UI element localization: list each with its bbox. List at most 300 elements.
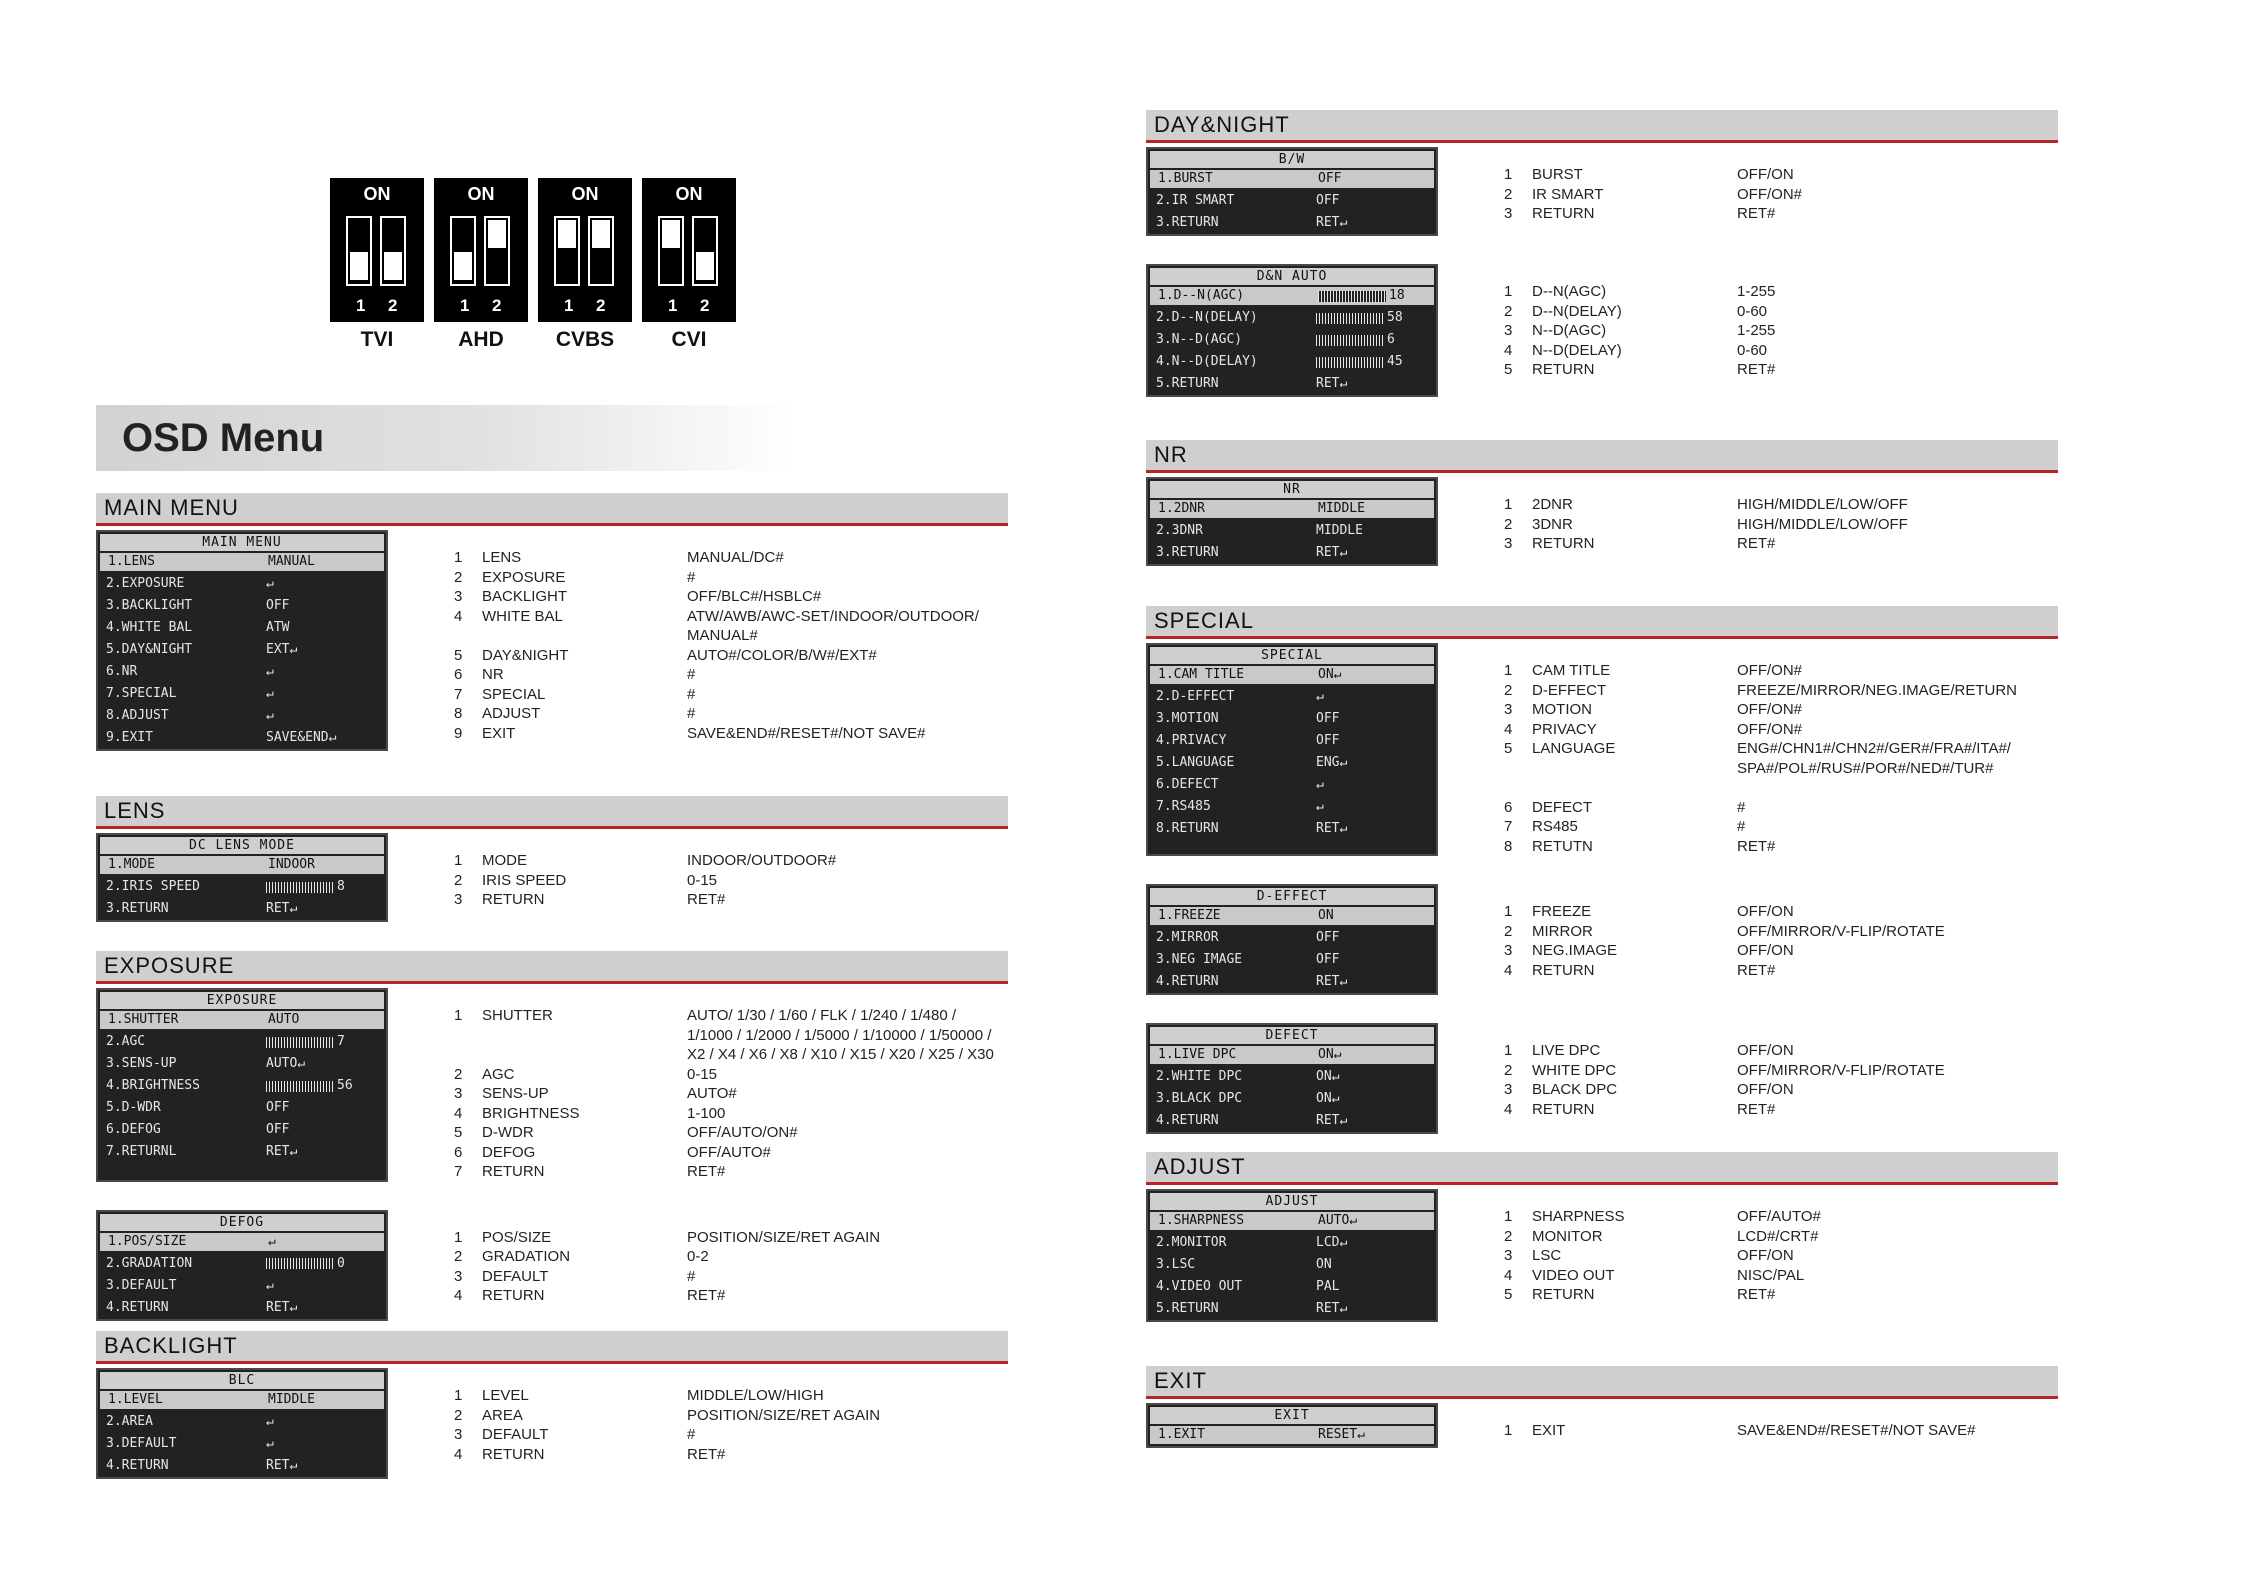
dip-switch-body — [642, 178, 736, 322]
section-heading: ADJUST — [1146, 1152, 2058, 1185]
description-options: FREEZE/MIRROR/NEG.IMAGE/RETURN — [1737, 681, 2018, 699]
description-number: 2 — [1504, 185, 1513, 203]
dip-number: 2 — [596, 296, 606, 315]
description-row — [1504, 759, 2072, 779]
option-description-table — [454, 1368, 1022, 1479]
description-row — [454, 1386, 1022, 1406]
section-main-menu — [96, 493, 1008, 751]
osd-item-value — [1316, 1232, 1436, 1254]
submenu-block — [1146, 643, 2058, 856]
description-options: # — [687, 666, 696, 683]
option-description-table — [1504, 477, 2072, 566]
option-description-table — [1504, 1189, 2072, 1322]
osd-item-label: 5.DAY&NIGHT — [106, 642, 193, 657]
osd-item-label: 4.RETURN — [106, 1299, 169, 1315]
description-number: 2 — [1504, 515, 1513, 533]
level-bar — [266, 1081, 334, 1092]
osd-item-value-text: OFF — [1316, 711, 1340, 726]
osd-panel-title: EXPOSURE — [100, 992, 384, 1009]
description-number: 4 — [454, 607, 463, 625]
description-options: HIGH/MIDDLE/LOW/OFF — [1737, 515, 1908, 533]
description-options: 1-100 — [687, 1104, 726, 1122]
osd-item-label: 2.IR SMART — [1156, 193, 1235, 208]
description-number: 2 — [1504, 1227, 1513, 1245]
description-row — [1504, 1246, 2072, 1266]
description-row — [454, 1045, 1022, 1065]
description-row — [454, 1286, 1022, 1306]
osd-menu-item — [98, 1119, 386, 1141]
osd-screen-panel — [1146, 1403, 1438, 1448]
osd-screen-panel — [1146, 1023, 1438, 1134]
osd-item-value — [266, 683, 386, 705]
description-item: DEFECT — [1532, 798, 1592, 816]
osd-item-value-text: 6 — [1387, 332, 1395, 347]
osd-item-value — [266, 639, 386, 661]
description-number: 2 — [454, 1248, 463, 1265]
osd-item-value — [266, 1253, 386, 1275]
description-row — [454, 704, 1022, 724]
description-number — [454, 1045, 482, 1065]
osd-item-label: 2.EXPOSURE — [106, 576, 185, 591]
osd-item-label: 4.VIDEO OUT — [1156, 1279, 1243, 1294]
osd-screen-panel — [1146, 147, 1438, 236]
osd-item-value-text: OFF — [266, 1100, 290, 1115]
osd-item-label: 3.BLACK DPC — [1156, 1091, 1243, 1106]
osd-item-value-text: OFF — [266, 598, 290, 613]
description-number: 3 — [454, 891, 463, 908]
osd-item-value — [266, 898, 386, 920]
description-number: 8 — [1504, 837, 1513, 855]
section-heading: DAY&NIGHT — [1146, 110, 2058, 143]
description-item: MODE — [482, 852, 527, 869]
dip-toggle-knob — [592, 220, 610, 248]
description-options: # — [1737, 818, 1746, 835]
osd-item-value-text: ON↵ — [1316, 1091, 1340, 1106]
osd-item-value-text: RESET↵ — [1318, 1427, 1365, 1442]
description-row — [454, 1425, 1022, 1445]
description-number: 2 — [1504, 1061, 1513, 1079]
description-item: D--N(AGC) — [1532, 283, 1607, 300]
description-row — [1504, 817, 2072, 837]
description-number: 1 — [454, 852, 463, 869]
description-number: 3 — [1504, 701, 1513, 718]
osd-menu-item — [1148, 708, 1436, 730]
description-row — [454, 1267, 1022, 1287]
description-options: RET# — [687, 1445, 726, 1463]
description-number: 5 — [454, 1124, 463, 1141]
osd-item-label: 4.BRIGHTNESS — [106, 1078, 200, 1093]
dip-switch — [642, 178, 736, 352]
osd-menu-item — [1148, 796, 1436, 818]
description-number: 3 — [1504, 322, 1513, 339]
osd-item-value-text: PAL — [1316, 1279, 1340, 1294]
osd-screen-panel — [96, 1368, 388, 1479]
osd-item-value — [1316, 351, 1436, 373]
description-number: 4 — [1504, 341, 1513, 359]
osd-item-label: 1.LENS — [108, 554, 155, 569]
description-number: 5 — [1504, 740, 1513, 757]
description-row — [1504, 778, 2072, 798]
osd-screen-panel — [1146, 643, 1438, 856]
osd-menu-item — [1148, 542, 1436, 564]
description-row — [1504, 1207, 2072, 1227]
osd-menu-item — [1148, 927, 1436, 949]
osd-menu-item — [1148, 520, 1436, 542]
osd-item-value-text: OFF — [266, 1122, 290, 1137]
dip-on-label: ON — [675, 184, 703, 204]
description-options: RET# — [1737, 205, 1776, 222]
osd-menu-item — [98, 876, 386, 898]
description-number: 3 — [454, 588, 463, 605]
description-item: 3DNR — [1532, 515, 1573, 533]
description-row — [454, 1445, 1022, 1465]
description-options: AUTO#/COLOR/B/W#/EXT# — [687, 646, 877, 664]
description-item: POS/SIZE — [482, 1228, 552, 1246]
osd-panel-title: D&N AUTO — [1150, 268, 1434, 285]
osd-menu-item — [98, 1253, 386, 1275]
osd-panel-title: NR — [1150, 481, 1434, 498]
description-number: 2 — [454, 871, 463, 889]
section-heading: LENS — [96, 796, 1008, 829]
osd-item-value — [1316, 818, 1436, 840]
description-options: RET# — [1737, 1286, 1776, 1303]
description-options: RET# — [1737, 361, 1776, 378]
dip-number: 2 — [388, 296, 398, 315]
osd-menu-item — [1150, 1212, 1434, 1230]
option-description-table — [1504, 1403, 2072, 1448]
description-item: LENS — [482, 549, 522, 566]
osd-item-value-text: RET↵ — [266, 901, 298, 916]
osd-item-value-text: ↵ — [266, 1436, 274, 1451]
osd-item-value — [1316, 730, 1436, 752]
description-row — [1504, 204, 2072, 224]
osd-item-label: 1.CAM TITLE — [1158, 667, 1245, 682]
osd-item-label: 2.IRIS SPEED — [106, 879, 200, 894]
level-bar — [1318, 291, 1386, 302]
dip-switch — [330, 178, 424, 352]
submenu-block — [1146, 264, 2058, 397]
osd-item-value — [266, 727, 386, 749]
description-item: IR SMART — [1532, 185, 1604, 203]
submenu-block — [1146, 884, 2058, 995]
description-options: INDOOR/OUTDOOR# — [687, 852, 837, 869]
description-item — [482, 1045, 687, 1065]
osd-item-value — [1316, 774, 1436, 796]
submenu-block — [1146, 1403, 2058, 1448]
osd-menu-item — [100, 553, 384, 571]
osd-screen-panel — [1146, 477, 1438, 566]
description-options: SAVE&END#/RESET#/NOT SAVE# — [1737, 1422, 1976, 1439]
osd-item-value-text: OFF — [1316, 193, 1340, 208]
description-options: # — [1737, 798, 1746, 816]
description-row — [454, 1026, 1022, 1046]
section-exposure — [96, 951, 1008, 1321]
description-row — [454, 685, 1022, 705]
osd-menu-item — [98, 1053, 386, 1075]
description-options: MANUAL# — [687, 627, 758, 644]
osd-item-label: 1.POS/SIZE — [108, 1233, 187, 1249]
osd-item-label: 4.PRIVACY — [1156, 733, 1227, 748]
osd-menu-item — [1148, 1276, 1436, 1298]
description-item: RETURN — [482, 1445, 545, 1463]
description-item: DEFAULT — [482, 1426, 549, 1443]
submenu-block — [1146, 1023, 2058, 1134]
dip-mode-label: TVI — [360, 328, 394, 351]
description-number: 7 — [454, 685, 463, 703]
osd-item-label: 2.GRADATION — [106, 1255, 193, 1271]
osd-menu-item — [100, 1233, 384, 1251]
osd-screen-panel — [96, 1210, 388, 1321]
osd-item-value — [268, 856, 384, 874]
description-options: SAVE&END#/RESET#/NOT SAVE# — [687, 724, 926, 742]
dip-number: 1 — [356, 296, 366, 315]
osd-menu-item — [1148, 212, 1436, 234]
description-item: 2DNR — [1532, 496, 1573, 513]
description-item: N--D(DELAY) — [1532, 341, 1622, 359]
osd-item-value — [266, 1075, 386, 1097]
section-heading: SPECIAL — [1146, 606, 2058, 639]
osd-screen-panel — [96, 833, 388, 922]
description-item: VIDEO OUT — [1532, 1266, 1615, 1284]
description-item: DAY&NIGHT — [482, 646, 569, 664]
option-description-table — [454, 1210, 1022, 1321]
osd-item-value — [1316, 971, 1436, 993]
dip-toggle-knob — [696, 252, 714, 280]
osd-menu-item — [1148, 1110, 1436, 1132]
description-number: 5 — [1504, 361, 1513, 378]
description-options: OFF/ON — [1737, 1081, 1794, 1098]
description-number: 6 — [454, 1143, 463, 1161]
osd-item-value-text: RET↵ — [1316, 821, 1348, 836]
osd-menu-item — [100, 1011, 384, 1029]
submenu-block — [1146, 477, 2058, 566]
dip-toggle — [692, 216, 718, 284]
description-number: 7 — [454, 1163, 463, 1180]
option-description-table — [1504, 264, 2072, 397]
section-heading: EXIT — [1146, 1366, 2058, 1399]
description-number: 2 — [454, 1065, 463, 1083]
osd-item-value-text: MIDDLE — [1316, 523, 1363, 538]
description-number: 1 — [1504, 496, 1513, 513]
osd-menu-item — [1148, 190, 1436, 212]
description-options: POSITION/SIZE/RET AGAIN — [687, 1228, 881, 1246]
description-options: 0-15 — [687, 871, 718, 889]
description-item: LIVE DPC — [1532, 1042, 1601, 1059]
description-options: # — [687, 705, 696, 722]
dip-toggle-knob — [350, 252, 368, 280]
description-item: RS485 — [1532, 818, 1578, 835]
osd-menu-item — [1148, 1088, 1436, 1110]
osd-menu-item — [98, 1433, 386, 1455]
description-options: # — [687, 1267, 696, 1285]
osd-item-value — [266, 1097, 386, 1119]
description-item: BACKLIGHT — [482, 588, 568, 605]
description-options: RET# — [687, 1287, 726, 1304]
osd-item-value-text: ↵ — [1316, 689, 1324, 704]
level-bar — [266, 1037, 334, 1048]
osd-item-label: 2.WHITE DPC — [1156, 1069, 1243, 1084]
description-options: POSITION/SIZE/RET AGAIN — [687, 1406, 881, 1424]
osd-item-value — [1316, 190, 1436, 212]
description-row — [1504, 1285, 2072, 1305]
option-description-table — [1504, 884, 2072, 995]
description-number: 3 — [1504, 1081, 1513, 1098]
description-options: AUTO# — [687, 1085, 737, 1102]
description-number: 7 — [1504, 818, 1513, 835]
osd-item-label: 5.D-WDR — [106, 1100, 161, 1115]
description-number: 5 — [1504, 1286, 1513, 1303]
description-item: RETURN — [1532, 205, 1595, 222]
description-row — [1504, 1061, 2072, 1081]
description-number: 4 — [1504, 1100, 1513, 1118]
description-number: 2 — [454, 568, 463, 586]
osd-item-value-text: RET↵ — [1316, 1301, 1348, 1316]
osd-panel-title: EXIT — [1150, 1407, 1434, 1424]
description-options: OFF/ON — [1737, 1042, 1794, 1059]
osd-panel-title: DEFOG — [100, 1214, 384, 1231]
level-bar — [266, 882, 334, 893]
description-item: MIRROR — [1532, 922, 1593, 940]
osd-item-value-text: RET↵ — [1316, 376, 1348, 391]
description-item: PRIVACY — [1532, 720, 1597, 738]
description-number: 4 — [454, 1445, 463, 1463]
osd-item-value-text: AUTO — [268, 1012, 300, 1027]
description-number — [1504, 759, 1532, 779]
description-number: 4 — [1504, 961, 1513, 979]
description-options: 0-60 — [1737, 302, 1768, 320]
osd-item-label: 1.FREEZE — [1158, 908, 1221, 923]
osd-menu-item — [98, 1411, 386, 1433]
osd-menu-item — [1148, 373, 1436, 395]
osd-menu-item — [1148, 818, 1436, 840]
osd-item-label: 1.LIVE DPC — [1158, 1047, 1237, 1062]
description-row — [1504, 1421, 2072, 1441]
description-number: 3 — [1504, 942, 1513, 959]
section-heading: MAIN MENU — [96, 493, 1008, 526]
osd-item-label: 7.SPECIAL — [106, 686, 177, 701]
osd-panel-title: BLC — [100, 1372, 384, 1389]
description-options: SPA#/POL#/RUS#/POR#/NED#/TUR# — [1737, 759, 1994, 777]
osd-menu-item — [1150, 170, 1434, 188]
option-description-table — [454, 530, 1022, 751]
osd-item-value-text: ↵ — [266, 1414, 274, 1429]
osd-item-value — [266, 1141, 386, 1163]
osd-menu-item — [98, 595, 386, 617]
description-number: 1 — [454, 1387, 463, 1404]
osd-item-value-text: OFF — [1316, 952, 1340, 967]
osd-item-value — [1316, 307, 1436, 329]
osd-menu-item — [98, 1297, 386, 1319]
osd-item-label: 2.D--N(DELAY) — [1156, 310, 1258, 325]
osd-item-value-text: OFF — [1316, 930, 1340, 945]
dip-mode-label: AHD — [458, 328, 504, 351]
osd-menu-item — [98, 639, 386, 661]
description-row — [454, 1406, 1022, 1426]
osd-item-value — [266, 1275, 386, 1297]
description-number: 1 — [1504, 1208, 1513, 1225]
description-item: EXPOSURE — [482, 568, 566, 586]
osd-item-label: 6.DEFECT — [1156, 777, 1219, 792]
description-options: 0-60 — [1737, 341, 1768, 359]
osd-item-label: 6.NR — [106, 664, 138, 679]
description-row — [1504, 185, 2072, 205]
osd-item-value-text: ON↵ — [1318, 667, 1342, 682]
description-options: OFF/ON# — [1737, 185, 1803, 203]
description-options: 1-255 — [1737, 283, 1776, 300]
description-item: GRADATION — [482, 1248, 571, 1265]
osd-menu-item — [98, 1097, 386, 1119]
description-number: 1 — [1504, 1042, 1513, 1059]
description-row — [1504, 1041, 2072, 1061]
osd-item-value — [266, 1411, 386, 1433]
description-number: 3 — [454, 1085, 463, 1102]
osd-item-value — [1316, 520, 1436, 542]
description-item: BURST — [1532, 166, 1583, 183]
osd-menu-item — [98, 573, 386, 595]
osd-item-value-text: RET↵ — [266, 1144, 298, 1159]
description-item: LSC — [1532, 1247, 1562, 1264]
section-exit — [1146, 1366, 2058, 1448]
description-number: 9 — [454, 724, 463, 742]
description-options: RET# — [1737, 535, 1776, 552]
description-row — [454, 1006, 1022, 1026]
osd-item-label: 3.RETURN — [106, 901, 169, 916]
description-number: 3 — [454, 1426, 463, 1443]
osd-item-value-text: AUTO↵ — [266, 1056, 306, 1071]
description-options: OFF/AUTO/ON# — [687, 1124, 798, 1141]
option-description-table — [1504, 1023, 2072, 1134]
description-item: DEFAULT — [482, 1267, 549, 1285]
osd-item-label: 4.N--D(DELAY) — [1156, 354, 1258, 369]
description-item: EXIT — [1532, 1422, 1566, 1439]
description-options: LCD#/CRT# — [1737, 1227, 1819, 1245]
description-row — [1504, 941, 2072, 961]
description-options: AUTO/ 1/30 / 1/60 / FLK / 1/240 / 1/480 / — [687, 1007, 957, 1024]
osd-item-value-text: ON↵ — [1316, 1069, 1340, 1084]
osd-item-value-text: EXT↵ — [266, 642, 298, 657]
description-item — [482, 626, 687, 646]
osd-item-value — [266, 1031, 386, 1053]
description-item: DEFOG — [482, 1143, 536, 1161]
osd-item-value — [266, 595, 386, 617]
description-options: 1-255 — [1737, 322, 1776, 339]
osd-item-label: 1.LEVEL — [108, 1392, 163, 1407]
description-options — [1737, 778, 2072, 798]
dip-toggle-knob — [384, 252, 402, 280]
description-options: 0-2 — [687, 1248, 709, 1265]
osd-item-label: 5.RETURN — [1156, 376, 1219, 391]
dip-toggle-knob — [662, 220, 680, 248]
description-row — [1504, 661, 2072, 681]
dip-mode-label: CVI — [671, 328, 707, 351]
description-row — [1504, 739, 2072, 759]
description-options: OFF/ON# — [1737, 701, 1803, 718]
submenu-block — [96, 530, 1008, 751]
description-row — [1504, 1266, 2072, 1286]
osd-item-value — [266, 705, 386, 727]
dip-toggle — [346, 216, 372, 284]
description-options: NISC/PAL — [1737, 1266, 1805, 1284]
osd-item-label: 4.RETURN — [106, 1458, 169, 1473]
osd-item-value-text: OFF — [1318, 171, 1342, 186]
description-row — [1504, 1080, 2072, 1100]
dip-switch-group — [330, 178, 736, 352]
osd-item-value — [1318, 666, 1434, 684]
osd-item-value — [1316, 212, 1436, 234]
osd-item-value — [1318, 907, 1434, 925]
osd-item-value-text: OFF — [1316, 733, 1340, 748]
osd-item-label: 8.ADJUST — [106, 708, 169, 723]
